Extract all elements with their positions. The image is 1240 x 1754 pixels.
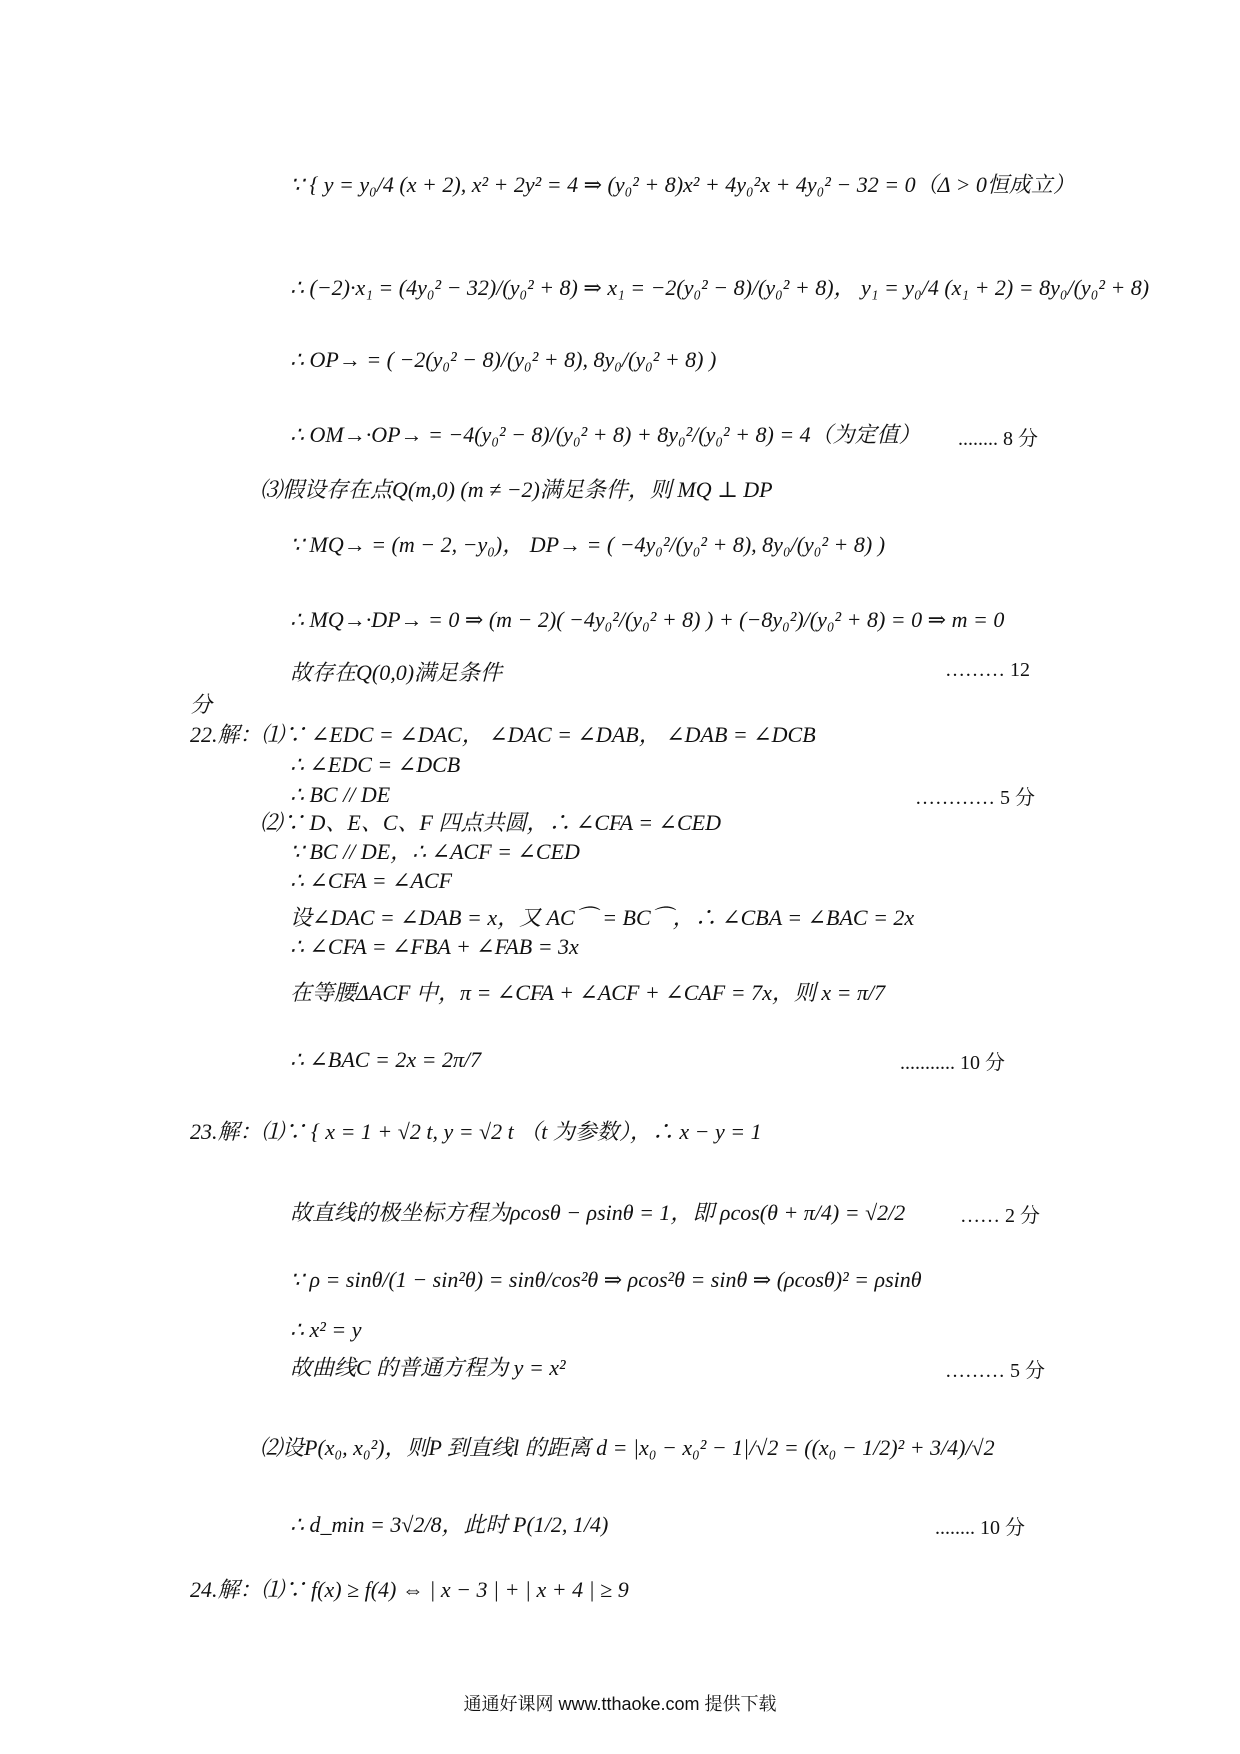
text-line: 故曲线C 的普通方程为 y = x² [290,1355,566,1380]
score-marker: ........ 8 分 [958,428,1038,450]
text-line: 22.解：⑴∵ ∠EDC = ∠DAC， ∠DAC = ∠DAB， ∠DAB = ∠DCB [190,722,816,747]
text-line: ⑵∵ D、E、C、F 四点共圆，∴ ∠CFA = ∠CED [260,810,721,835]
footer-note: 通通好课网 www.tthaoke.com 提供下载 [463,1694,777,1714]
text-line: 在等腰ΔACF 中，π = ∠CFA + ∠ACF + ∠CAF = 7x，则 x = π/7 [290,980,886,1005]
text-line: ∵ MQ→ = (m − 2, −y₀)， DP→ = ( −4y₀²/(y₀² + 8), 8y₀/(y₀² + 8) ) [290,532,886,557]
text-line: ∴ MQ→·DP→ = 0 ⇒ (m − 2)( −4y₀²/(y₀² + 8) ) + (−8y₀²)/(y₀² + 8) = 0 ⇒ m = 0 [290,607,1005,632]
score-marker: …… 2 分 [960,1205,1040,1227]
text-line: ⑵设P(x₀, x₀²)，则P 到直线l 的距离 d = |x₀ − x₀² − 1|/√2 = ((x₀ − 1/2)² + 3/4)/√2 [260,1435,995,1460]
text-line: ∴ OM→·OP→ = −4(y₀² − 8)/(y₀² + 8) + 8y₀²/(y₀² + 8) = 4（为定值） [290,422,921,447]
text-line: 24.解：⑴∵ f(x) ≥ f(4) ⇔ | x − 3 | + | x + 4 | ≥ 9 [190,1577,629,1602]
text-line: ∴ ∠BAC = 2x = 2π/7 [290,1047,482,1072]
text-line: ⑶假设存在点Q(m,0) (m ≠ −2)满足条件，则 MQ ⊥ DP [260,477,773,502]
text-line: ∴ ∠CFA = ∠ACF [290,868,453,893]
text-line: ∵ { y = y₀/4 (x + 2), x² + 2y² = 4 ⇒ (y₀² + 8)x² + 4y₀²x + 4y₀² − 32 = 0（Δ > 0恒成立） [290,172,1075,197]
score-marker: ……… 12 [945,659,1030,681]
text-line: ∴ ∠CFA = ∠FBA + ∠FAB = 3x [290,934,579,959]
text-line: ∴ d_min = 3√2/8，此时 P(1/2, 1/4) [290,1512,609,1537]
text-line: ∴ OP→ = ( −2(y₀² − 8)/(y₀² + 8), 8y₀/(y₀² + 8) ) [290,347,717,372]
text-line: 故直线的极坐标方程为ρcosθ − ρsinθ = 1，即 ρcos(θ + π/4) = √2/2 [290,1200,906,1225]
text-line: ∵ BC // DE，∴ ∠ACF = ∠CED [290,839,580,864]
text-line: ∴ BC // DE [290,782,391,807]
text-line: ∴ ∠EDC = ∠DCB [290,752,461,777]
text-line: 设∠DAC = ∠DAB = x，又 AC⌒ = BC⌒，∴ ∠CBA = ∠BAC = 2x [290,905,915,930]
text-line: 故存在Q(0,0)满足条件 [290,660,503,685]
score-marker: ………… 5 分 [915,787,1035,809]
score-marker: ........... 10 分 [900,1052,1005,1074]
score-marker: ........ 10 分 [935,1517,1025,1539]
text-line: ∴ (−2)·x₁ = (4y₀² − 32)/(y₀² + 8) ⇒ x₁ = −2(y₀² − 8)/(y₀² + 8)， y₁ = y₀/4 (x₁ + 2) = 8y₀/(y₀² + 8) [290,275,1150,300]
text-line: ∵ ρ = sinθ/(1 − sin²θ) = sinθ/cos²θ ⇒ ρcos²θ = sinθ ⇒ (ρcosθ)² = ρsinθ [290,1267,922,1292]
score-marker: ……… 5 分 [945,1360,1045,1382]
text-line: 23.解：⑴∵ { x = 1 + √2 t, y = √2 t （t 为参数），∴ x − y = 1 [190,1119,762,1144]
text-line: ∴ x² = y [290,1317,362,1342]
text-line: 分 [190,692,213,717]
